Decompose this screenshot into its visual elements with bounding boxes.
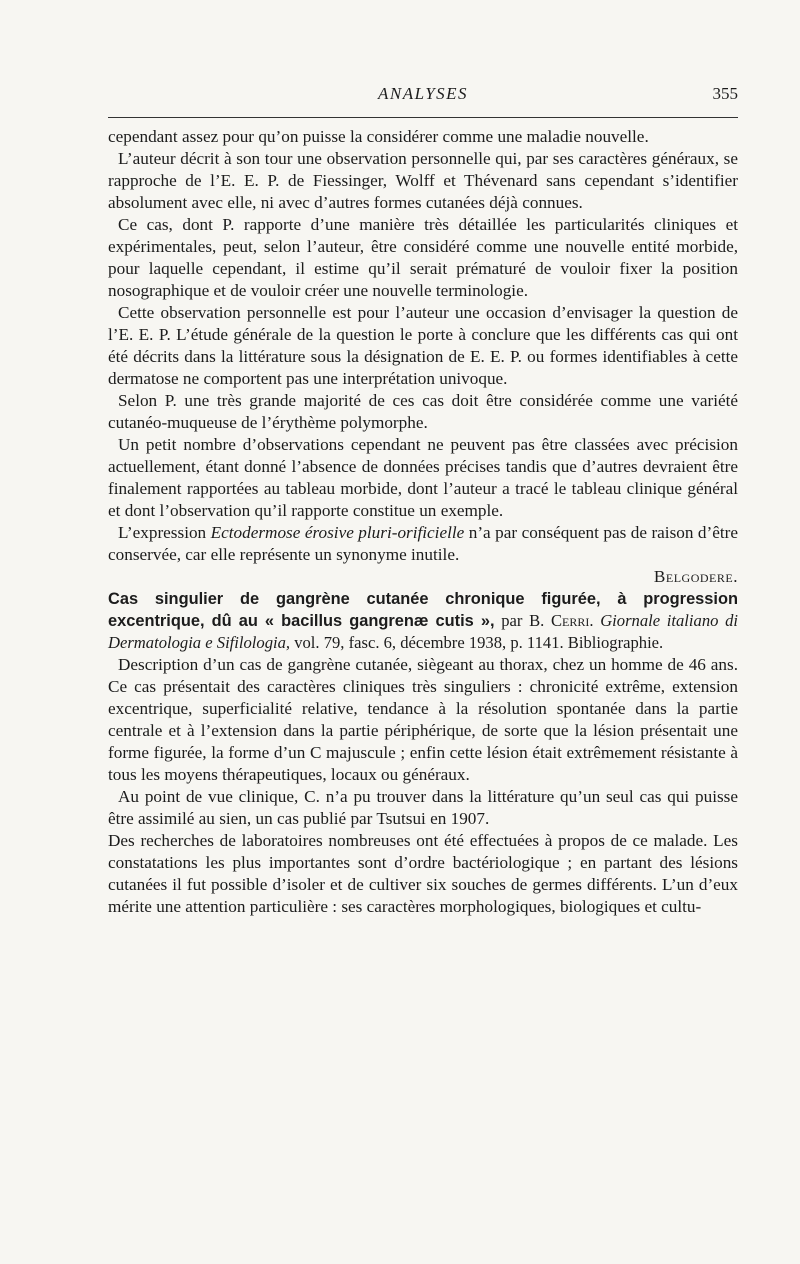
page-number: 355: [712, 84, 738, 103]
reviewer-signature: Belgodere.: [653, 567, 738, 586]
paragraph: [108, 522, 738, 566]
citation-details: vol. 79, fasc. 6, décembre 1938, p. 1141. Bibliographie.: [290, 633, 664, 652]
paragraph: Un petit nombre d’observations cependant ne peuvent pas être classées avec précision actuellement, étant donné l’absence de données précises tandis que d’autres devraient être finalement rapportées au tableau morbide, dont l’auteur a tracé le tableau clinique général et dont l’observation qu’il rapporte constitue un exemple.: [108, 435, 738, 520]
text-run: L’expression: [118, 523, 211, 542]
journal-name: Giornale italiano di Dermatologia e Sifilologia,: [108, 611, 738, 652]
paragraph: Description d’un cas de gangrène cutanée, siègeant au thorax, chez un homme de 46 ans. Ce cas présentait des caractères cliniques très singuliers : chronicité extrême, extension excentrique, superficialité relative, tendance à la résolution spontanée dans la partie centrale et à l’extension dans la partie périphérique, de sorte que la lésion présentait une forme figurée, la forme d’un C majuscule ; enfin cette lésion était extrêmement résistante à tous les moyens thérapeutiques, locaux ou généraux.: [108, 655, 738, 784]
page-body: [108, 126, 738, 918]
paragraph: Selon P. une très grande majorité de ces cas doit être considérée comme une variété cutanéo-muqueuse de l’érythème polymorphe.: [108, 391, 738, 432]
paragraph: Des recherches de laboratoires nombreuses ont été effectuées à propos de ce malade. Les constatations les plus importantes sont d’ordre bactériologique ; en partant des lésions cutanées il fut possible d’isoler et de cultiver six souches de germes différents. L’un d’eux mérite une attention particulière : ses caractères morphologiques, biologiques et cultu-: [108, 831, 738, 916]
running-title: ANALYSES: [377, 84, 469, 103]
paragraph: L’auteur décrit à son tour une observation personnelle qui, par ses caractères généraux, se rapproche de l’E. E. P. de Fiessinger, Wolff et Thévenard sans cependant s’identifier absolument avec elle, ni avec d’autres formes cutanées déjà connues.: [108, 149, 738, 212]
article-title: Cas singulier de gangrène cutanée chronique figurée, à progression excentrique, dû au « bacillus gangrenæ cutis »,: [108, 590, 738, 630]
header-rule: [108, 117, 738, 118]
paragraph: cependant assez pour qu’on puisse la considérer comme une maladie nouvelle.: [108, 127, 649, 146]
italic-term: Ectodermose érosive pluri-orificielle: [210, 523, 465, 542]
paragraph: Cette observation personnelle est pour l’auteur une occasion d’envisager la question de l’E. E. P. L’étude générale de la question le porte à conclure que les différents cas qui ont été décrits dans la littérature sous la désignation de E. E. P. ou formes identifiables à cette dermatose ne comportent pas une interprétation univoque.: [108, 303, 738, 388]
by-text: par B.: [494, 611, 551, 630]
review-2: [108, 588, 738, 918]
page-header: [108, 84, 738, 114]
article-author: Cerri.: [550, 611, 594, 630]
paragraph: Au point de vue clinique, C. n’a pu trouver dans la littérature qu’un seul cas qui puisse être assimilé au sien, un cas publié par Tsutsui en 1907.: [108, 787, 738, 828]
paragraph: Ce cas, dont P. rapporte d’une manière très détaillée les particularités cliniques et expérimentales, peut, selon l’auteur, être considéré comme une nouvelle entité morbide, pour laquelle cependant, il estime qu’il serait prématuré de vouloir fixer la position nosographique et de vouloir créer une nouvelle terminologie.: [108, 215, 738, 300]
article-heading: [108, 588, 738, 654]
review-1: [108, 126, 738, 588]
text-run: n’a par conséquent pas de raison d’être conservée, car elle représente un synonyme inutile.: [108, 523, 738, 564]
